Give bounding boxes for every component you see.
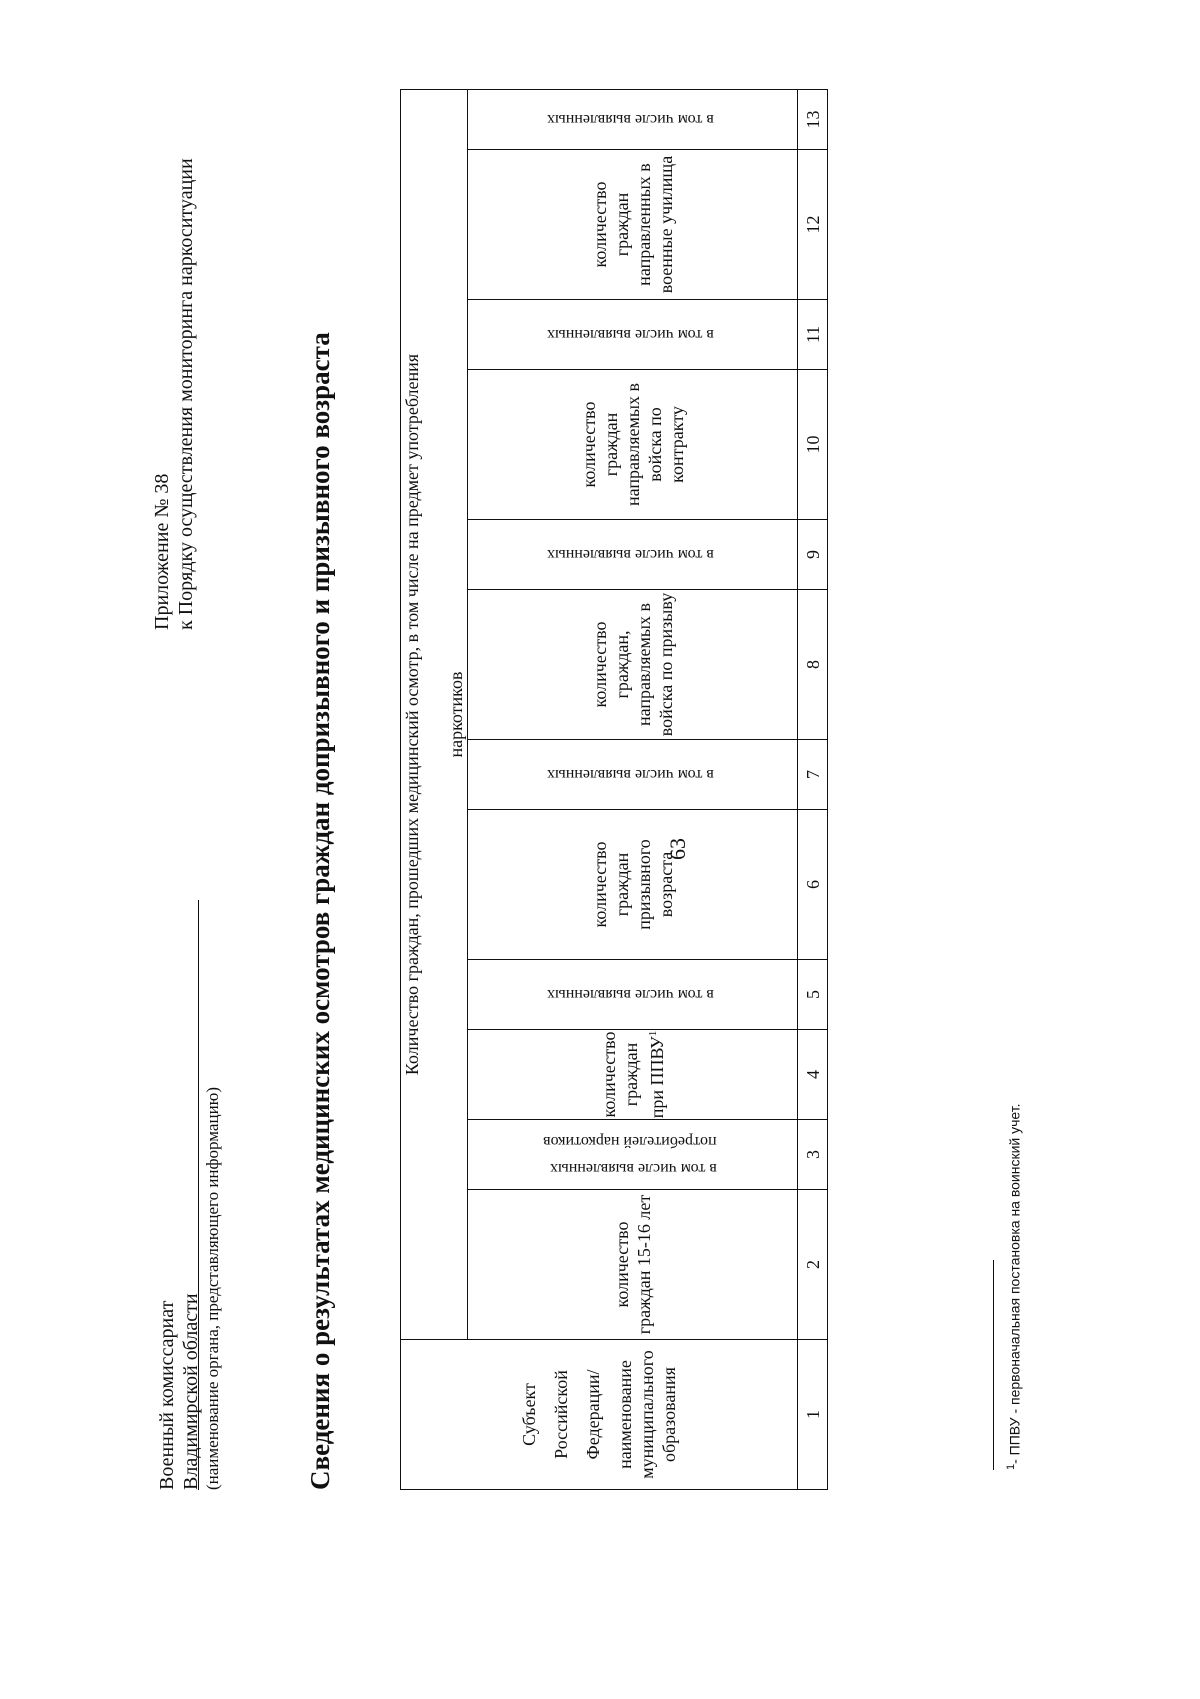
column-number-row [798,90,828,1490]
col-13-header-text: в том числе выявленных [546,111,714,129]
organization-underline [198,900,199,1490]
main-header-cell [401,90,468,1340]
col-4-header [468,1030,798,1120]
page-number: 63 [665,838,690,860]
column-number-4: 4 [798,1030,828,1120]
column-number-12: 12 [798,150,828,300]
column-number-7: 7 [798,740,828,810]
col-9-header [468,520,798,590]
col-10-header: количество граждан направляемых в войска по контракту [468,370,798,520]
col-11-header [468,300,798,370]
col-13-header [468,90,798,150]
column-number-2: 2 [798,1190,828,1340]
col-5-header-text: в том числе выявленных [546,986,714,1004]
col-2-header: количество граждан 15-16 лет [468,1190,798,1340]
footnote-text: - ППВУ - первоначальная постановка на воинский учет. [1006,1103,1023,1464]
column-number-3: 3 [798,1120,828,1190]
column-number-5: 5 [798,960,828,1030]
column-number-6: 6 [798,810,828,960]
col-11-header-text: в том числе выявленных [546,326,714,344]
col-3-header-b: потребителей наркотиков [543,1133,717,1151]
footnote [1005,1104,1023,1471]
footnote-mark: 1 [1005,1463,1017,1470]
organization-line-2: Владимирской области [180,1293,202,1490]
organization-caption: (наименование органа, представляющего информацию) [203,1086,222,1490]
main-header-line-1: Количество граждан, прошедших медицинский осмотр, в том числе на предмет употребления [402,353,422,1076]
annex-line-2: к Порядку осуществления мониторинга наркоситуации [175,158,197,630]
landscape-content [100,80,1100,1630]
subject-word-3: Федерации/ [583,1369,603,1460]
col-8-header: количество граждан, направляемых в войска по призыву [468,590,798,740]
subject-word-1: Субъект [519,1383,539,1446]
subject-word-4: наименование [615,1360,635,1469]
col-12-header: количество граждан направленных в военные училища [468,150,798,300]
subject-word-6: образования [659,1367,679,1462]
organization-block [155,1293,203,1490]
col-3-header [468,1120,798,1190]
organization-line-1: Военный комиссариат [156,1300,178,1490]
report-table [400,89,828,1490]
annex-heading [150,158,198,630]
annex-line-1: Приложение № 38 [151,473,173,630]
footnote-divider [993,1260,994,1470]
main-header-line-2: наркотиков [446,671,466,758]
col-7-header [468,740,798,810]
column-number-11: 11 [798,300,828,370]
col-5-header [468,960,798,1030]
header-row-columns [468,90,798,1490]
col-7-header-text: в том числе выявленных [546,766,714,784]
column-number-10: 10 [798,370,828,520]
col-4-footnote-mark: 1 [646,1030,659,1037]
column-number-13: 13 [798,90,828,150]
col-9-header-text: в том числе выявленных [546,546,714,564]
subject-header-cell [401,1340,798,1490]
col-6-header: количество граждан призывного возраста [468,810,798,960]
header-row-top [401,90,468,1490]
column-number-9: 9 [798,520,828,590]
subject-word-5: муниципального [637,1350,657,1479]
col-4-header-text: количество граждан при ППВУ [598,1031,667,1119]
document-title: Сведения о результатах медицинских осмотров граждан допризывного и призывного возраста [305,332,335,1490]
column-number-1: 1 [798,1340,828,1490]
column-number-8: 8 [798,590,828,740]
col-3-header-a: в том числе выявленных [549,1159,717,1177]
subject-word-2: Российской [551,1370,571,1459]
